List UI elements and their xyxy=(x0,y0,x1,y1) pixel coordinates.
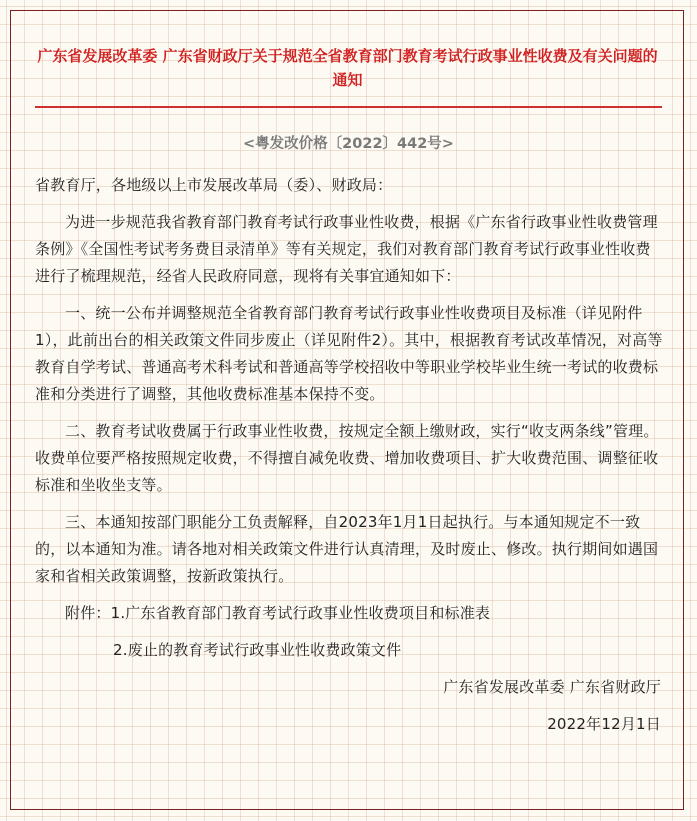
issue-date: 2022年12月1日 xyxy=(547,715,661,733)
document-body xyxy=(35,172,665,748)
paragraph-item-1: 一、统一公布并调整规范全省教育部门教育考试行政事业性收费项目及标准（详见附件1），此前出台的相关政策文件同步废止（详见附件2）。其中，根据教育考试改革情况，对高等教育自学考试、普通高考术科考试和普通高等学校招收中等职业学校毕业生统一考试的收费标准和分类进行了调整，其他收费标准基本保持不变。 xyxy=(35,304,663,403)
signatory: 广东省发展改革委 广东省财政厅 xyxy=(443,678,661,696)
attachment-1: 附件：1.广东省教育部门教育考试行政事业性收费项目和标准表 xyxy=(65,604,491,622)
paragraph-item-3: 三、本通知按部门职能分工负责解释，自2023年1月1日起执行。与本通知规定不一致的，以本通知为准。请各地对相关政策文件进行认真清理，及时废止、修改。执行期间如遇国家和省相关政策调整，按新政策执行。 xyxy=(35,513,659,585)
attachment-2: 2.废止的教育考试行政事业性收费政策文件 xyxy=(113,641,402,659)
paragraph-intro: 为进一步规范我省教育部门教育考试行政事业性收费，根据《广东省行政事业性收费管理条例》《全国性考试考务费目录清单》等有关规定，我们对教育部门教育考试行政事业性收费进行了梳理规范，经省人民政府同意，现将有关事宜通知如下： xyxy=(35,213,658,285)
paragraph-item-2: 二、教育考试收费属于行政事业性收费，按规定全额上缴财政，实行“收支两条线”管理。收费单位要严格按照规定收费，不得擅自减免收费、增加收费项目、扩大收费范围、调整征收标准和坐收坐支等。 xyxy=(35,422,659,494)
document-number: <粤发改价格〔2022〕442号> xyxy=(243,136,454,152)
title-divider xyxy=(35,106,662,108)
document-title: 广东省发展改革委 广东省财政厅关于规范全省教育部门教育考试行政事业性收费及有关问题的通知 xyxy=(37,47,658,89)
addressee: 省教育厅，各地级以上市发展改革局（委）、财政局： xyxy=(35,176,393,194)
